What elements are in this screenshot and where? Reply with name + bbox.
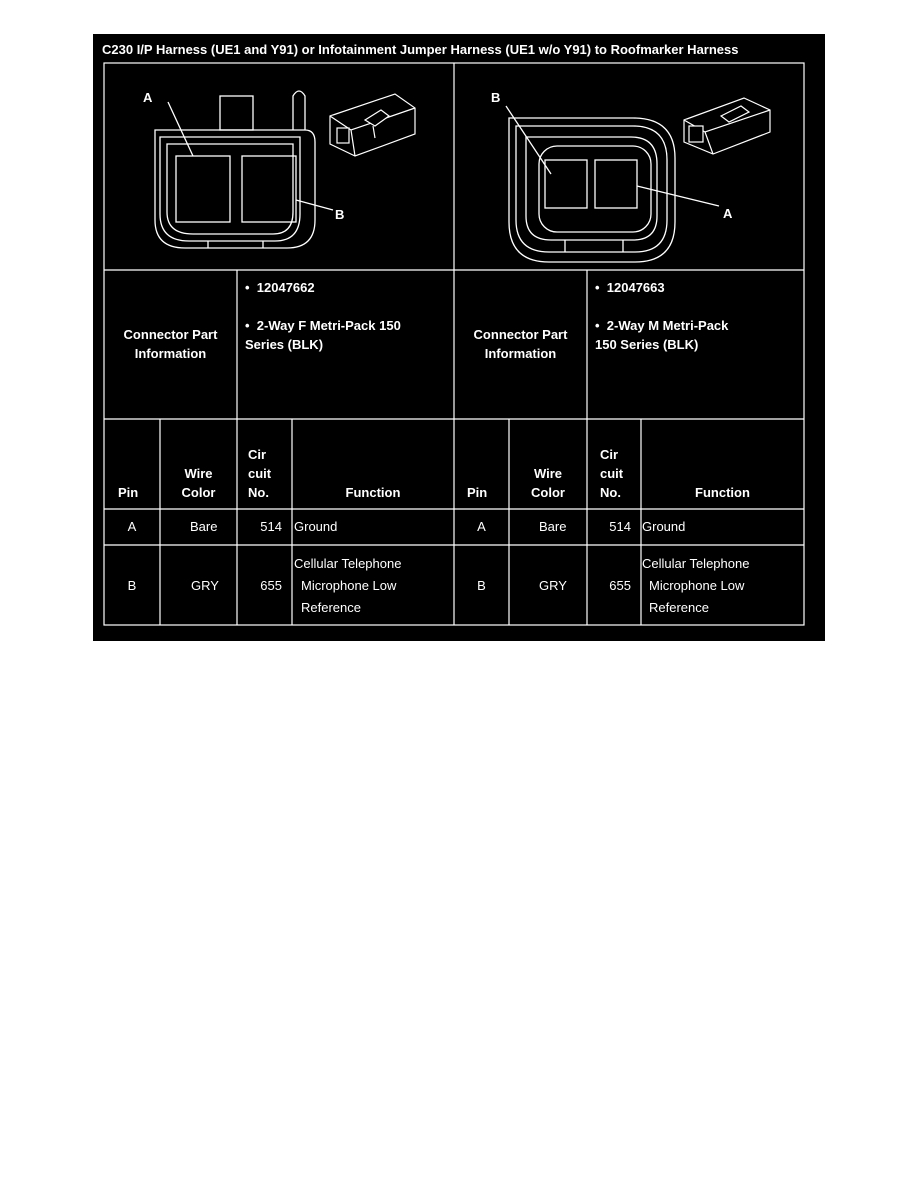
left-header-function: Function xyxy=(345,485,401,500)
right-row-a-color: Bare xyxy=(539,519,567,534)
right-row-b-circuit: 655 xyxy=(609,578,631,593)
left-header-wire-color: Wire Color xyxy=(181,466,216,500)
left-row-b-circuit: 655 xyxy=(260,578,282,593)
right-header-function: Function xyxy=(695,485,750,500)
left-connector-3d-drawing xyxy=(330,94,415,156)
right-callout-a: A xyxy=(723,206,733,221)
connector-panel xyxy=(93,34,825,641)
right-row-a-function: Ground xyxy=(642,519,686,534)
left-connector-face-drawing xyxy=(155,91,333,248)
left-header-pin: Pin xyxy=(118,485,139,500)
left-row-a-color: Bare xyxy=(190,519,218,534)
left-row-a-function: Ground xyxy=(294,519,338,534)
right-row-b-function: Cellular Telephone Microphone Low Reference xyxy=(642,556,750,615)
right-part-info: • 12047663 • 2-Way M Metri-Pack 150 Series (BLK) xyxy=(595,278,800,354)
page-title: C230 I/P Harness (UE1 and Y91) or Infotainment Jumper Harness (UE1 w/o Y91) to Roofmarker Harness xyxy=(102,42,739,57)
right-part-desc-2: 150 Series (BLK) xyxy=(595,337,699,352)
right-header-wire-color: Wire Color xyxy=(531,466,565,500)
left-callout-b: B xyxy=(335,207,345,222)
left-row-b-color: GRY xyxy=(191,578,219,593)
left-row-b-function: Cellular Telephone Microphone Low Reference xyxy=(294,556,402,615)
left-part-number: 12047662 xyxy=(256,280,315,295)
right-connector-3d-drawing xyxy=(684,98,770,154)
right-row-a-pin: A xyxy=(477,519,486,534)
right-part-number: 12047663 xyxy=(606,280,665,295)
left-part-desc-1: 2-Way F Metri-Pack 150 xyxy=(256,318,401,333)
right-callout-b: B xyxy=(491,90,501,105)
left-row-b-pin: B xyxy=(127,578,137,593)
right-part-desc-1: 2-Way M Metri-Pack xyxy=(606,318,729,333)
right-row-b-color: GRY xyxy=(539,578,567,593)
right-header-circuit: Cir cuit No. xyxy=(600,447,624,500)
left-header-circuit: Cir cuit No. xyxy=(248,447,272,500)
left-info-label: Connector Part Information xyxy=(123,327,218,361)
left-part-desc-2: Series (BLK) xyxy=(245,337,324,352)
right-row-b-pin: B xyxy=(477,578,486,593)
right-header-pin: Pin xyxy=(467,485,488,500)
left-row-a-pin: A xyxy=(127,519,137,534)
right-row-a-circuit: 514 xyxy=(609,519,631,534)
left-callout-a: A xyxy=(143,90,153,105)
right-info-label: Connector Part Information xyxy=(473,327,568,361)
left-part-info: • 12047662 • 2-Way F Metri-Pack 150 Series (BLK) xyxy=(245,278,450,354)
left-row-a-circuit: 514 xyxy=(260,519,282,534)
